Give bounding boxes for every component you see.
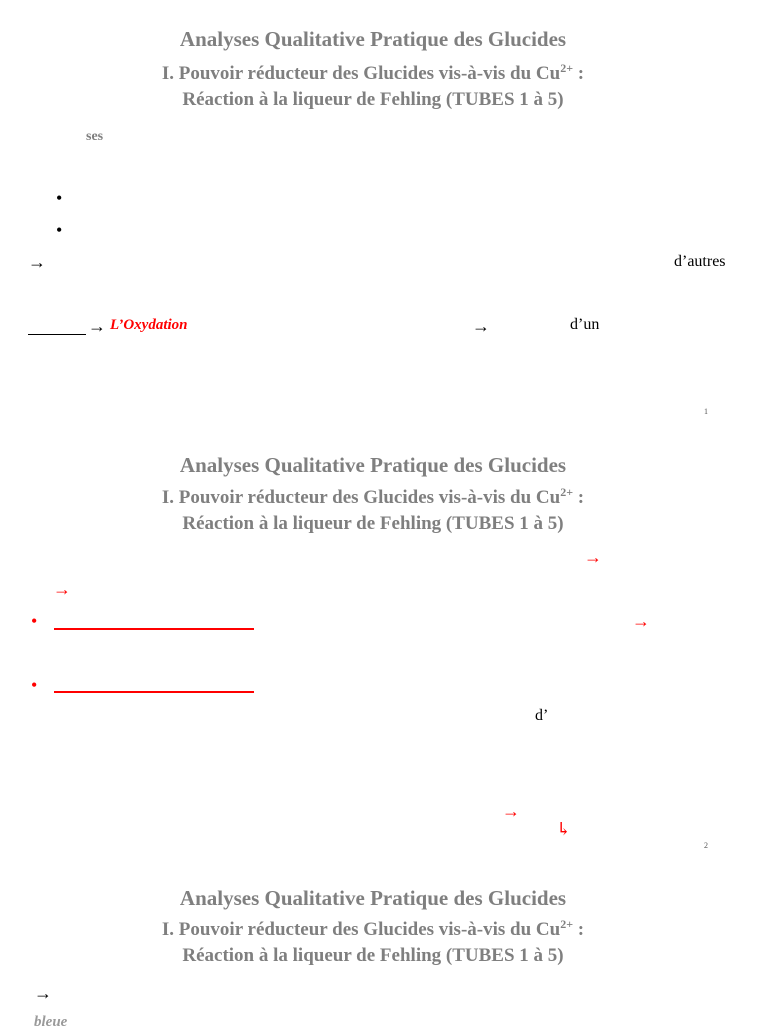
subtitle-colon: : <box>573 487 585 508</box>
page-title: Analyses Qualitative Pratique des Glucides <box>179 453 567 477</box>
page-title: Analyses Qualitative Pratique des Glucides <box>179 27 567 51</box>
arrow-icon: → <box>88 316 106 336</box>
page-subtitle-line2: Réaction à la liqueur de Fehling (TUBES 1 à 5) <box>182 513 564 534</box>
subtitle-superscript: 2+ <box>560 917 574 931</box>
red-bullet-point: • <box>31 611 38 631</box>
underline-blank <box>28 334 86 335</box>
page-subtitle-line1 <box>0 918 746 942</box>
subtitle-colon: : <box>573 63 585 84</box>
page-subtitle-line2: Réaction à la liqueur de Fehling (TUBES 1 à 5) <box>182 945 564 966</box>
text-fragment-bleue: bleue <box>34 1014 68 1030</box>
text-fragment-autres: d’autres <box>674 253 726 270</box>
bullet-point: • <box>56 220 63 240</box>
red-underline-blank <box>54 691 254 693</box>
subtitle-superscript: 2+ <box>560 61 574 75</box>
red-arrow-icon: → <box>584 547 602 567</box>
red-bent-arrow-icon: ↳ <box>556 819 572 839</box>
page-number: 2 <box>704 841 708 850</box>
page-title: Analyses Qualitative Pratique des Glucides <box>179 886 567 910</box>
page-subtitle-line2: Réaction à la liqueur de Fehling (TUBES 1 à 5) <box>182 89 564 110</box>
red-bullet-point: • <box>31 675 38 695</box>
red-arrow-icon: → <box>502 801 520 821</box>
page-subtitle-line1 <box>0 62 746 86</box>
red-arrow-icon: → <box>632 611 650 631</box>
page-number: 1 <box>704 407 708 416</box>
text-fragment-d: d’ <box>535 707 549 724</box>
text-fragment-dun: d’un <box>570 316 600 333</box>
arrow-icon: → <box>34 983 52 1003</box>
subtitle-text: I. Pouvoir réducteur des Glucides vis-à-vis du Cu <box>161 919 561 940</box>
bullet-point: • <box>56 188 63 208</box>
subtitle-superscript: 2+ <box>560 485 574 499</box>
arrow-icon: → <box>472 316 490 336</box>
text-fragment-ses: ses <box>86 129 104 144</box>
subtitle-colon: : <box>573 919 585 940</box>
oxydation-label: L’Oxydation <box>110 317 188 333</box>
subtitle-text: I. Pouvoir réducteur des Glucides vis-à-vis du Cu <box>161 487 561 508</box>
red-underline-blank <box>54 628 254 630</box>
arrow-icon: → <box>28 252 46 272</box>
red-arrow-icon: → <box>53 579 71 599</box>
subtitle-text: I. Pouvoir réducteur des Glucides vis-à-vis du Cu <box>161 63 561 84</box>
page-subtitle-line1 <box>0 486 746 510</box>
